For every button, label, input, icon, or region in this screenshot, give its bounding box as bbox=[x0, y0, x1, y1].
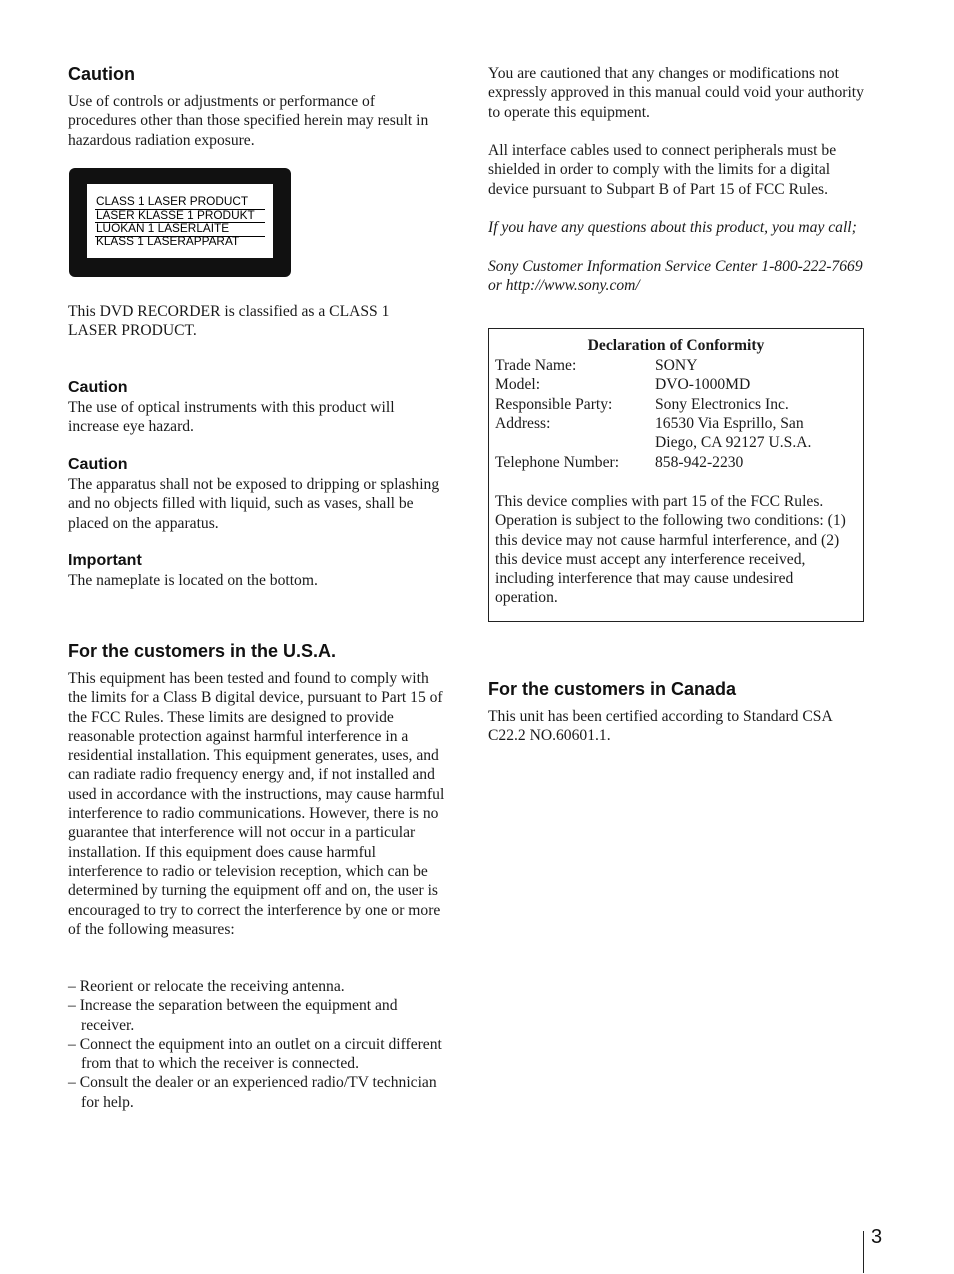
liquid-caution-paragraph: The apparatus shall not be exposed to dripping or splashing and no objects filled with liquid, such as vases, shall be placed on the apparatus. bbox=[68, 476, 440, 532]
fcc-compliance-text: This device complies with part 15 of the FCC Rules. Operation is subject to the following two conditions: (1) this device may not cause harmful interference, and (2) this device must accept any interference received, including interference that may cause undesired operation. bbox=[495, 493, 846, 607]
laser-label-line: CLASS 1 LASER PRODUCT bbox=[96, 194, 249, 208]
list-item: – Increase the separation between the equipment and receiver. bbox=[68, 997, 398, 1034]
cables-paragraph: All interface cables used to connect peripherals must be shielded in order to comply with the limits for a digital device pursuant to Subpart B of Part 15 of FCC Rules. bbox=[488, 142, 837, 198]
declaration-value: SONY bbox=[655, 357, 698, 374]
declaration-of-conformity-box bbox=[488, 328, 864, 622]
modifications-paragraph: You are cautioned that any changes or modifications not expressly approved in this manual could void your authority to operate this equipment. bbox=[488, 65, 864, 121]
laser-label-line: LUOKAN 1 LASERLAITE bbox=[96, 221, 230, 235]
declaration-label: Address: bbox=[495, 415, 551, 432]
declaration-label: Trade Name: bbox=[495, 357, 577, 374]
caution-heading: Caution bbox=[68, 64, 135, 84]
important-heading: Important bbox=[68, 552, 142, 569]
laser-class-label bbox=[69, 168, 291, 277]
declaration-label: Model: bbox=[495, 376, 541, 393]
declaration-label: Telephone Number: bbox=[495, 454, 620, 471]
laser-label-panel bbox=[87, 184, 273, 258]
declaration-value: 16530 Via Esprillo, San Diego, CA 92127 U.S.A. bbox=[655, 415, 812, 452]
declaration-title: Declaration of Conformity bbox=[587, 337, 765, 354]
laser-label-line: LASER KLASSE 1 PRODUKT bbox=[96, 208, 255, 222]
service-center-paragraph: Sony Customer Information Service Center 1-800-222-7669 or http://www.sony.com/ bbox=[488, 258, 863, 295]
fcc-class-b-paragraph: This equipment has been tested and found to comply with the limits for a Class B digital device, pursuant to Part 15 of the FCC Rules. These limits are designed to provide reasonable protection against harmful interference in a residential installation. This equipment generates, uses, and can radiate radio frequency energy and, if not installed and used in accordance with the instructions, may cause harmful interference to radio communications. However, there is no guarantee that interference will not occur in a particular installation. If this equipment does cause harmful interference to radio or television reception, which can be determined by turning the equipment off and on, the user is encouraged to try to correct the interference by one or more of the following measures: bbox=[68, 670, 445, 938]
declaration-value: 858-942-2230 bbox=[655, 454, 744, 471]
usa-customers-heading: For the customers in the U.S.A. bbox=[68, 641, 337, 661]
list-item: – Connect the equipment into an outlet on a circuit different from that to which the receiver is connected. bbox=[68, 1035, 442, 1073]
list-item: – Reorient or relocate the receiving antenna. bbox=[68, 978, 345, 995]
caution-heading: Caution bbox=[68, 379, 128, 396]
laser-label-line: KLASS 1 LASERAPPARAT bbox=[96, 234, 240, 248]
declaration-label: Responsible Party: bbox=[495, 396, 613, 413]
declaration-value: DVO-1000MD bbox=[655, 376, 751, 393]
nameplate-paragraph: The nameplate is located on the bottom. bbox=[68, 572, 318, 589]
laser-class-paragraph: This DVD RECORDER is classified as a CLASS 1 LASER PRODUCT. bbox=[68, 303, 390, 340]
list-item: – Consult the dealer or an experienced radio/TV technician for help. bbox=[68, 1074, 437, 1111]
optical-caution-paragraph: The use of optical instruments with this product will increase eye hazard. bbox=[68, 399, 395, 436]
caution-heading: Caution bbox=[68, 456, 128, 473]
declaration-value: Sony Electronics Inc. bbox=[655, 396, 789, 413]
interference-measures-list bbox=[68, 977, 448, 1112]
caution-paragraph: Use of controls or adjustments or performance of procedures other than those specified herein may result in hazardous radiation exposure. bbox=[68, 93, 429, 149]
questions-paragraph: If you have any questions about this product, you may call; bbox=[488, 219, 857, 236]
page-number: 3 bbox=[871, 1226, 883, 1248]
page-number-divider bbox=[863, 1231, 864, 1273]
canada-customers-heading: For the customers in Canada bbox=[488, 679, 737, 699]
canada-certification-paragraph: This unit has been certified according to Standard CSA C22.2 NO.60601.1. bbox=[488, 708, 832, 745]
